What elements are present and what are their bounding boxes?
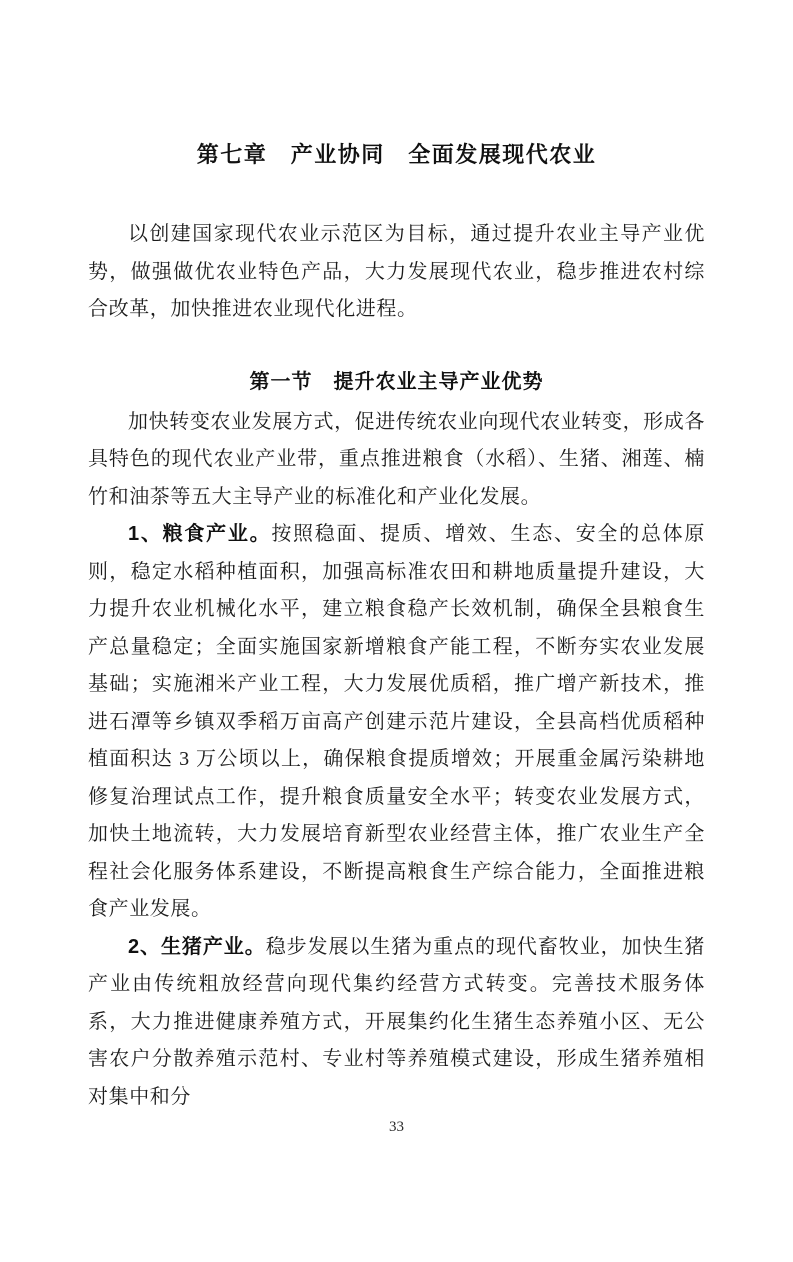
intro-paragraph: 以创建国家现代农业示范区为目标，通过提升农业主导产业优势，做强做优农业特色产品，大力发展现代农业，稳步推进农村综合改革，加快推进农业现代化进程。 [88,223,705,320]
section-title: 第一节 提升农业主导产业优势 [249,370,544,393]
item-paragraph-pig [88,929,705,1117]
item-paragraph-grain [88,516,705,929]
section-lead-paragraph: 加快转变农业发展方式，促进传统农业向现代农业转变，形成各具特色的现代农业产业带，重点推进粮食（水稻）、生猪、湘莲、楠竹和油茶等五大主导产业的标准化和产业化发展。 [88,410,705,508]
document-page [0,140,793,1262]
item-body-pig: 稳步发展以生猪为重点的现代畜牧业，加快生猪产业由传统粗放经营向现代集约经营方式转变。完善技术服务体系，大力推进健康养殖方式，开展集约化生猪生态养殖小区、无公害农户分散养殖示范村、专业村等养殖模式建设，形成生猪养殖相对集中和分 [88,935,705,1108]
chapter-title: 第七章 产业协同 全面发展现代农业 [196,142,597,167]
item-body-grain: 按照稳面、提质、增效、生态、安全的总体原则，稳定水稻种植面积，加强高标准农田和耕地质量提升建设，大力提升农业机械化水平，建立粮食稳产长效机制，确保全县粮食生产总量稳定；全面实施国家新增粮食产能工程，不断夯实农业发展基础；实施湘米产业工程，大力发展优质稻，推广增产新技术，推进石潭等乡镇双季稻万亩高产创建示范片建设，全县高档优质稻种植面积达 3 万公顷以上，确保粮食提质增效；开展重金属污染耕地修复治理试点工作，提升粮食质量安全水平；转变农业发展方式，加快土地流转，大力发展培育新型农业经营主体，推广农业生产全程社会化服务体系建设，不断提高粮食生产综合能力，全面推进粮食产业发展。 [88,523,705,920]
page-content [0,140,793,1137]
page-number: 33 [389,1119,404,1135]
item-label-pig: 2、生猪产业。 [128,935,266,958]
item-label-grain: 1、粮食产业。 [128,523,272,545]
